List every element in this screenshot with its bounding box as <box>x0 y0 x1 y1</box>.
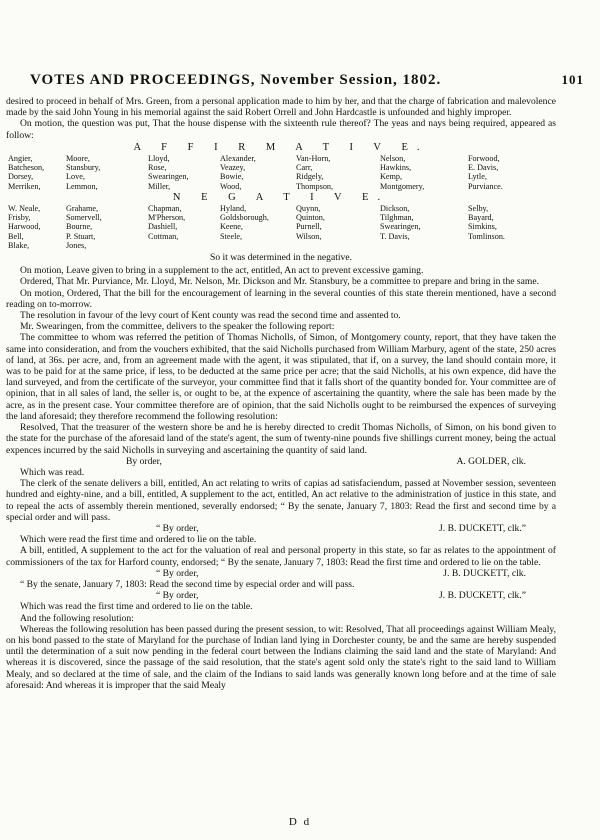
member-name: Grahame, <box>66 204 99 214</box>
member-name: Tomlinson. <box>468 231 505 241</box>
paragraph: Which were read the first time and ordered to lie on the table. <box>20 534 257 546</box>
member-name: Purviance. <box>468 181 503 191</box>
member-name: Stansbury, <box>66 163 101 173</box>
member-name: Rose, <box>148 163 167 173</box>
document-body <box>6 96 556 691</box>
proceedings-block <box>6 601 556 691</box>
signature-line <box>6 590 556 601</box>
vote-column <box>220 154 296 191</box>
member-name: Batcheson, <box>8 163 45 173</box>
member-name: Veazey, <box>220 163 246 173</box>
member-name: Purnell, <box>296 222 322 232</box>
member-name: Moore, <box>66 154 90 164</box>
member-name: Alexander, <box>220 154 256 164</box>
by-order: “ By order, <box>156 522 199 534</box>
signature-line <box>6 523 556 534</box>
paragraph: The committee to whom was referred the petition of Thomas Nicholls, of Simon, of Montgomery county, report, that they have taken the same into consideration, and from the vouchers exhibited, that the said Nicholls purchased from William Marbury, agent of the state, 250 acres of land, at 36s. per acre, and, from an agreement made with the agent, it was stipulated, that if, on a survey, the land should contain more, it was to be paid for at the same price, if less, to be deducted at the same price per acre; that the said Nicholls, at his own expence, did have the land surveyed, and from the certificate of the surveyor, your committee find that it falls short of the quantity bonded for. Your committee are of opinion, that in all sales of land, the seller is, or ought to be, at the expence of ascertaining the quantity, where the sale has been made by the acre, as in the present case. Your committee therefore are of opinion, that the said Nicholls ought to be reimbursed the expences of surveying the land aforesaid; they therefore recommend the following resolution: <box>6 332 556 422</box>
paragraph: Resolved, That the treasurer of the western shore be and he is hereby directed to credit Thomas Nicholls, of Simon, on his bond given to the state for the purchase of the aforesaid land of the state's agent, the sum of twenty-nine pounds five shillings current money, being the actual expences incurred by the said Nicholls in surveying and ascertaining the quantity of said land. <box>6 422 556 456</box>
member-name: Steele, <box>220 231 243 241</box>
affirmative-heading: A F F I R M A T I V E. <box>133 141 429 153</box>
affirmative-list <box>8 154 556 191</box>
member-name: Carr, <box>296 163 313 173</box>
vote-column <box>296 154 380 191</box>
member-name: Bowie, <box>220 172 244 182</box>
member-name: Kemp, <box>380 172 403 182</box>
member-name: Quynn, <box>296 204 321 214</box>
page-header <box>30 72 584 89</box>
member-name: Frisby, <box>8 213 31 223</box>
member-name: Montgomery, <box>380 181 425 191</box>
member-name: Blake, <box>8 240 30 250</box>
paragraph: And the following resolution: <box>20 612 134 624</box>
member-name: P. Stuart, <box>66 231 96 241</box>
signature-mark: D d <box>288 816 312 828</box>
member-name: M'Pherson, <box>148 213 186 223</box>
member-name: Simkins, <box>468 222 497 232</box>
clerk-name: J. B. DUCKETT, clk.” <box>439 522 526 534</box>
vote-column <box>296 204 380 250</box>
paragraph: Mr. Swearingen, from the committee, delivers to the speaker the following report: <box>20 321 335 333</box>
by-order: “ By order, <box>156 590 199 602</box>
vote-column <box>148 154 220 191</box>
vote-column <box>8 154 66 191</box>
member-name: Hawkins, <box>380 163 412 173</box>
member-name: Dashiell, <box>148 222 178 232</box>
member-name: Bourne, <box>66 222 93 232</box>
member-name: Angier, <box>8 154 33 164</box>
paragraph: On motion, Leave given to bring in a supplement to the act, entitled, An act to prevent excessive gaming. <box>20 265 424 277</box>
vote-column <box>468 204 548 250</box>
proceedings-block <box>6 534 556 568</box>
member-name: Lemmon, <box>66 181 98 191</box>
member-name: Swearingen, <box>380 222 421 232</box>
clerk-name: J. B. DUCKETT, clk. <box>443 567 526 579</box>
paragraph: On motion, Ordered, That the bill for the encouragement of learning in the several counties of this state therein mentioned, have a second reading on to-morrow. <box>6 287 556 310</box>
determination: So it was determined in the negative. <box>209 252 352 264</box>
member-name: Selby, <box>468 204 489 214</box>
member-name: Tilghman, <box>380 213 414 223</box>
member-name: Dorsey, <box>8 172 34 182</box>
member-name: Lloyd, <box>148 154 170 164</box>
signature-line <box>6 456 556 467</box>
member-name: Somervell, <box>66 213 102 223</box>
negative-list <box>8 204 556 250</box>
negative-heading: N E G A T I V E. <box>172 191 390 203</box>
by-order: By order, <box>126 455 162 467</box>
paragraph: On motion, the question was put, That the house dispense with the sixteenth rule thereof? The yeas and nays being required, appeared as follow: <box>6 118 556 141</box>
vote-column <box>66 154 148 191</box>
paragraph: A bill, entitled, A supplement to the act for the valuation of real and personal property in this state, so far as relates to the appointment of commissioners of the tax for Harford county, endorsed; “ By the senate, January 7, 1803: Read the first time and ordered to lie on the table. <box>6 545 556 568</box>
member-name: W. Neale, <box>8 204 41 214</box>
paragraph: desired to proceed in behalf of Mrs. Green, from a personal application made to him by her, and that the charge of fabrication and malevolence made by the said John Young in his memorial against the said Robert Orrell and John Hardcastle is unfounded and highly improper. <box>6 96 556 119</box>
paragraph: Which was read. <box>20 466 85 478</box>
clerk-name: J. B. DUCKETT, clk.” <box>439 590 526 602</box>
member-name: Quinton, <box>296 213 325 223</box>
member-name: Cottman, <box>148 231 179 241</box>
paragraph: The clerk of the senate delivers a bill, entitled, An act relating to writs of capias ad satisfaciendum, passed at November session, seventeen hundred and eighty-nine, and a bill, entitled, A supplement to the act, entitled, An act relative to the administration of justice in this state, and to repeal the acts of assembly therein mentioned, severally endorsed; “ By the senate, January 7, 1803: Read the first and second time by a special order and will pass. <box>6 478 556 523</box>
proceedings-block <box>6 265 556 455</box>
member-name: Wilson, <box>296 231 322 241</box>
by-order: “ By order, <box>156 567 199 579</box>
member-name: Goldsborough, <box>220 213 269 223</box>
member-name: Harwood, <box>8 222 41 232</box>
member-name: Ridgely, <box>296 172 324 182</box>
member-name: Lytle, <box>468 172 487 182</box>
member-name: Merriken, <box>8 181 41 191</box>
proceedings-block <box>6 467 556 523</box>
member-name: Miller, <box>148 181 171 191</box>
member-name: Wood, <box>220 181 242 191</box>
member-name: Hyland, <box>220 204 247 214</box>
paragraph: “ By the senate, January 7, 1803: Read the second time by especial order and will pass. <box>20 578 355 590</box>
clerk-name: A. GOLDER, clk. <box>456 455 526 467</box>
paragraph: Ordered, That Mr. Purviance, Mr. Lloyd, Mr. Nelson, Mr. Dickson and Mr. Stansbury, be a committee to prepare and bring in the same. <box>20 276 540 288</box>
member-name: Forwood, <box>468 154 500 164</box>
member-name: Love, <box>66 172 85 182</box>
page-number: 101 <box>561 72 584 87</box>
paragraph: Whereas the following resolution has been passed during the present session, to wit: Resolved, That all proceedings against William Mealy, on his bond passed to the state of Maryland for the purchase of Indian land lying in Dorchester county, be and the same are hereby suspended until the determination of a suit now pending in the federal court between the Indians claiming the said land and the state of Maryland: And whereas it is discovered, since the passage of the said resolution, that the state's agent sold only the state's right to the said land to William Mealy, and so declared at the time of sale, and the claim of the Indians to said lands was generally known long before and at the time of sale aforesaid: And whereas it is improper that the said Mealy <box>6 623 556 691</box>
member-name: Thompson, <box>296 181 334 191</box>
member-name: Jones, <box>66 240 87 250</box>
vote-column <box>380 204 468 250</box>
vote-column <box>220 204 296 250</box>
paragraph: Which was read the first time and ordered to lie on the table. <box>20 601 253 613</box>
vote-column <box>468 154 548 191</box>
member-name: Swearingen, <box>148 172 189 182</box>
member-name: Dickson, <box>380 204 410 214</box>
member-name: Chapman, <box>148 204 182 214</box>
member-name: Nelson, <box>380 154 406 164</box>
vote-column <box>66 204 148 250</box>
vote-column <box>8 204 66 250</box>
paragraph: The resolution in favour of the levy court of Kent county was read the second time and assented to. <box>20 310 401 322</box>
page-footer <box>0 816 600 828</box>
member-name: Van-Horn, <box>296 154 331 164</box>
member-name: Keene, <box>220 222 243 232</box>
member-name: E. Davis, <box>468 163 499 173</box>
vote-column <box>148 204 220 250</box>
signature-line <box>6 568 556 579</box>
member-name: T. Davis, <box>380 231 410 241</box>
member-name: Bayard, <box>468 213 494 223</box>
vote-column <box>380 154 468 191</box>
member-name: Bell, <box>8 231 24 241</box>
header-title: VOTES AND PROCEEDINGS, November Session, 1802. <box>30 72 442 88</box>
